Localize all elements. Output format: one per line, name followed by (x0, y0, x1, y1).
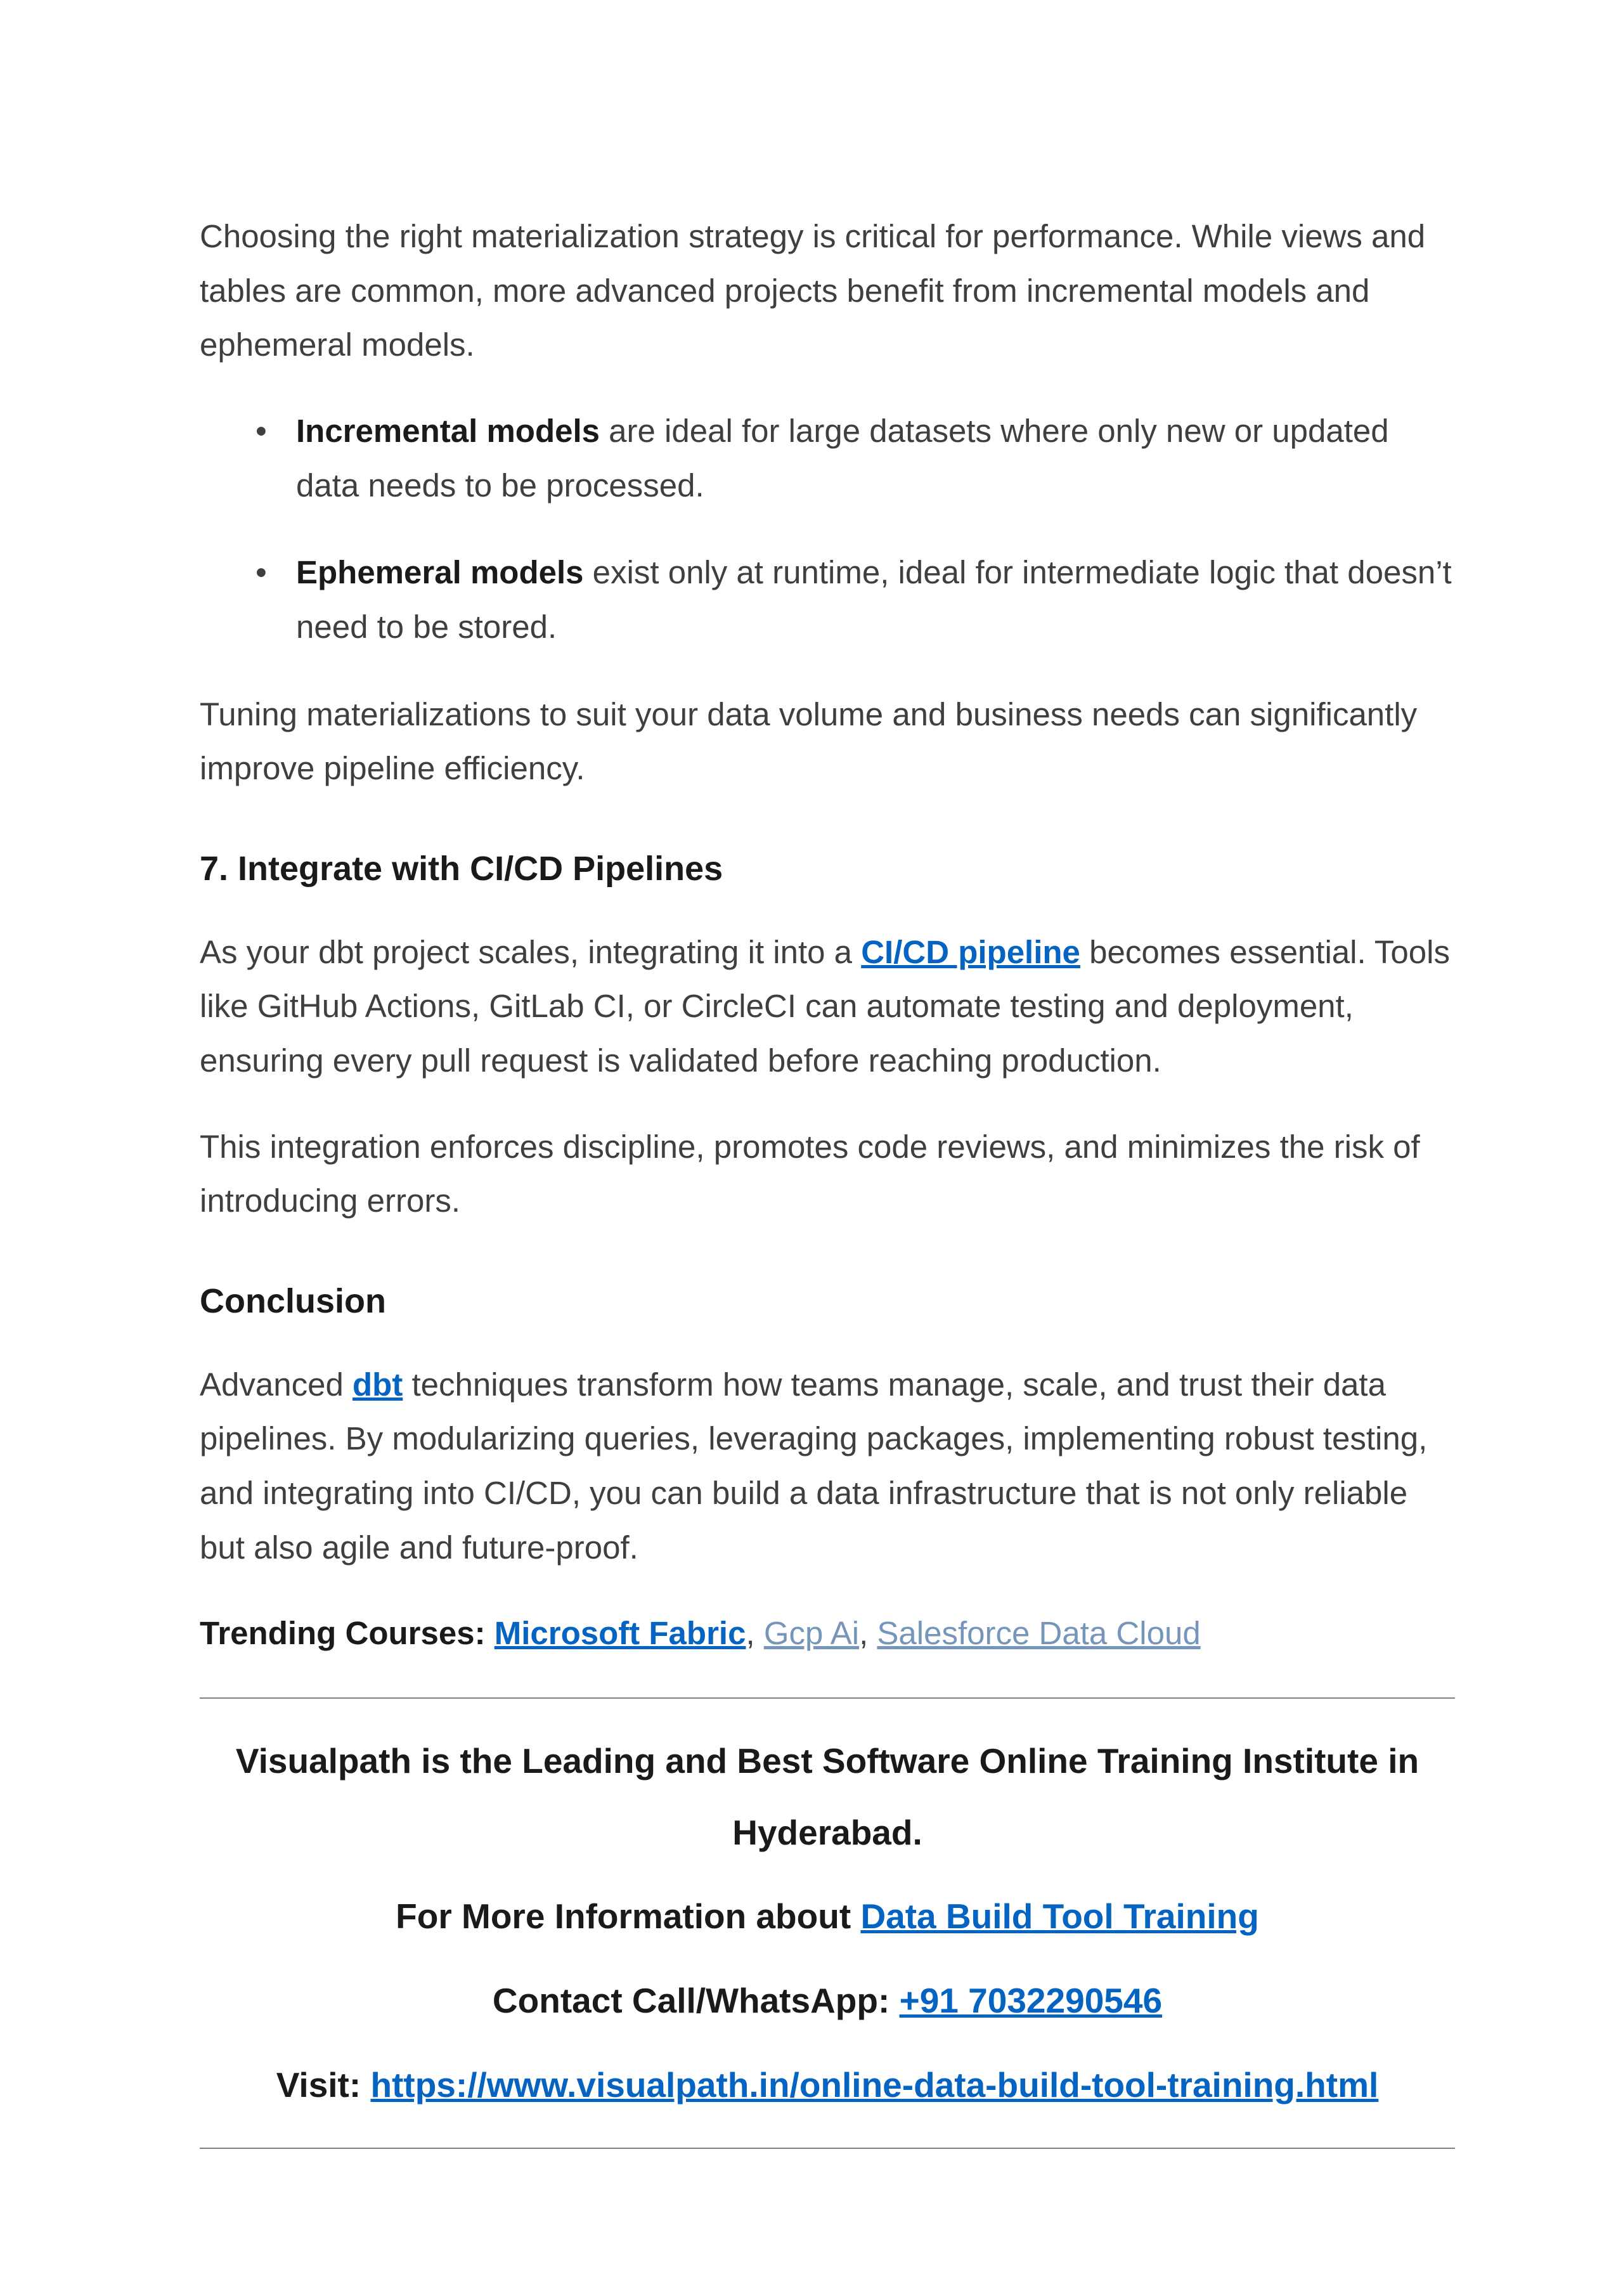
institute-line (200, 1725, 1455, 1869)
data-build-tool-training-link[interactable]: Data Build Tool Training (860, 1897, 1259, 1936)
text-run: are ideal for large datasets where only new or updated data needs to be processed. (296, 413, 1389, 503)
text-run: For More Information about (396, 1897, 861, 1936)
text-run: This integration enforces discipline, promotes code reviews, and minimizes the risk of introducing errors. (200, 1128, 1420, 1219)
bullet-term: Incremental models (296, 413, 600, 450)
text-run: Contact Call/WhatsApp: (492, 1981, 900, 2021)
paragraph-materialization-intro (200, 209, 1455, 372)
text-run: techniques transform how teams manage, scale, and trust their data pipelines. By modularizing queries, leveraging packages, implementing robust testing, and integrating into CI/CD, you can build a data infrastructure that is not only reliable but also agile and future-proof. (200, 1366, 1428, 1566)
text-run: , (859, 1615, 877, 1652)
more-information-line (200, 1881, 1455, 1952)
text-run: Tuning materializations to suit your data volume and business needs can significantly improve pipeline efficiency. (200, 696, 1418, 787)
paragraph-integration-benefits (200, 1120, 1455, 1228)
text-run: Choosing the right materialization strategy is critical for performance. While views and tables are common, more advanced projects benefit from incremental models and ephemeral models. (200, 218, 1426, 363)
text-run: Visit: (276, 2065, 371, 2105)
paragraph-tuning-materializations (200, 687, 1455, 796)
cicd-pipeline-link[interactable]: CI/CD pipeline (861, 933, 1080, 970)
text-run: As your dbt project scales, integrating it into a (200, 933, 862, 970)
contact-line (200, 1965, 1455, 2037)
phone-number-link[interactable]: +91 7032290546 (899, 1981, 1163, 2021)
salesforce-data-cloud-link[interactable]: Salesforce Data Cloud (877, 1615, 1201, 1652)
text-run: , (746, 1615, 764, 1652)
gcp-ai-link[interactable]: Gcp Ai (763, 1615, 860, 1652)
paragraph-conclusion (200, 1358, 1455, 1575)
horizontal-rule-bottom (200, 2148, 1455, 2149)
visit-line (200, 2049, 1455, 2121)
horizontal-rule-top (200, 1697, 1455, 1699)
text-run: Advanced (200, 1366, 353, 1403)
trending-courses-label: Trending Courses: (200, 1615, 495, 1652)
bullet-list (200, 404, 1455, 654)
list-item-incremental-models (200, 404, 1455, 512)
website-url-link[interactable]: https://www.visualpath.in/online-data-build-tool-training.html (370, 2065, 1379, 2105)
heading-conclusion: Conclusion (200, 1282, 386, 1320)
microsoft-fabric-link[interactable]: Microsoft Fabric (494, 1615, 746, 1652)
list-item-ephemeral-models (200, 545, 1455, 654)
bullet-term: Ephemeral models (296, 554, 584, 591)
text-run: becomes essential. Tools like GitHub Actions, GitLab CI, or CircleCI can automate testing and deployment, ensuring every pull request is validated before reaching production. (200, 933, 1450, 1079)
text-run: Visualpath is the Leading and Best Software Online Training Institute in Hyderabad. (235, 1741, 1419, 1852)
paragraph-cicd (200, 925, 1455, 1088)
footer-section (200, 1725, 1455, 2121)
dbt-link[interactable]: dbt (352, 1366, 403, 1403)
text-run: exist only at runtime, ideal for intermediate logic that doesn’t need to be stored. (296, 554, 1452, 645)
heading-integrate-cicd: 7. Integrate with CI/CD Pipelines (200, 850, 723, 888)
paragraph-trending-courses (200, 1606, 1455, 1661)
